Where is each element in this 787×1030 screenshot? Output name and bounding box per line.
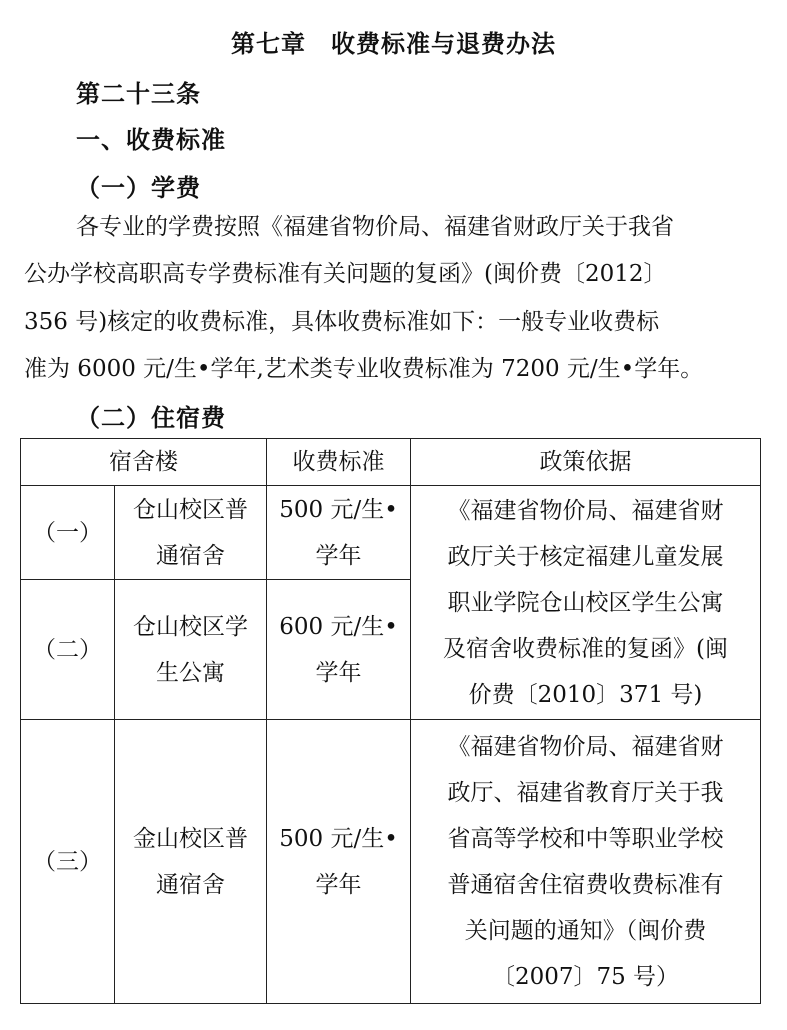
fee-line: 学年	[315, 871, 362, 898]
dorm-name-line: 金山校区普	[133, 825, 248, 852]
header-fee: 收费标准	[267, 439, 411, 486]
dorm-name	[115, 720, 267, 1004]
table-header-row	[21, 439, 761, 486]
dorm-name-line: 生公寓	[156, 659, 225, 686]
table-row	[21, 720, 761, 1004]
policy-line: 〔2007〕75 号）	[491, 963, 680, 990]
dorm-name-line: 通宿舍	[156, 542, 225, 569]
fee-standard	[267, 486, 411, 580]
chapter-title: 第七章 收费标准与退费办法	[231, 30, 556, 58]
policy-line: 政厅、福建省教育厅关于我	[447, 779, 724, 806]
dorm-name-line: 通宿舍	[156, 871, 225, 898]
paragraph-line: 356 号)核定的收费标准，具体收费标准如下：一般专业收费标	[24, 309, 660, 335]
lodging-fee-table	[20, 438, 761, 1004]
policy-line: 普通宿舍住宿费收费标准有	[447, 871, 724, 898]
paragraph-line: 公办学校高职高专学费标准有关问题的复函》(闽价费〔2012〕	[24, 261, 667, 287]
policy-line: 省高等学校和中等职业学校	[447, 825, 724, 852]
table-row	[21, 486, 761, 580]
lodging-heading: （二）住宿费	[76, 404, 226, 432]
policy-line: 职业学院仓山校区学生公寓	[447, 589, 724, 616]
dorm-name	[115, 486, 267, 580]
header-policy: 政策依据	[411, 439, 761, 486]
policy-line: 《福建省物价局、福建省财	[447, 497, 724, 524]
policy-basis	[411, 486, 761, 720]
fee-line: 学年	[315, 542, 362, 569]
fee-line: 500 元/生•	[279, 496, 398, 523]
dorm-name-line: 仓山校区学	[133, 613, 248, 640]
policy-line: 价费〔2010〕371 号)	[468, 681, 703, 708]
dorm-name	[115, 580, 267, 720]
paragraph-line: 准为 6000 元/生•学年,艺术类专业收费标准为 7200 元/生•学年。	[24, 356, 704, 382]
fee-line: 学年	[315, 659, 362, 686]
dorm-name-line: 仓山校区普	[133, 496, 248, 523]
section-heading: 一、收费标准	[76, 126, 226, 154]
header-dorm: 宿舍楼	[21, 439, 267, 486]
tuition-heading: （一）学费	[76, 174, 201, 202]
article-heading: 第二十三条	[76, 80, 201, 108]
policy-line: 政厅关于核定福建儿童发展	[447, 543, 724, 570]
policy-line: 《福建省物价局、福建省财	[447, 733, 724, 760]
policy-basis	[411, 720, 761, 1004]
policy-line: 关问题的通知》（闽价费	[464, 917, 707, 944]
row-index: （一）	[21, 486, 115, 580]
fee-line: 600 元/生•	[279, 613, 398, 640]
fee-standard	[267, 720, 411, 1004]
paragraph-line: 各专业的学费按照《福建省物价局、福建省财政厅关于我省	[76, 214, 674, 240]
row-index: （二）	[21, 580, 115, 720]
policy-line: 及宿舍收费标准的复函》(闽	[443, 635, 728, 662]
fee-line: 500 元/生•	[279, 825, 398, 852]
row-index: （三）	[21, 720, 115, 1004]
fee-standard	[267, 580, 411, 720]
